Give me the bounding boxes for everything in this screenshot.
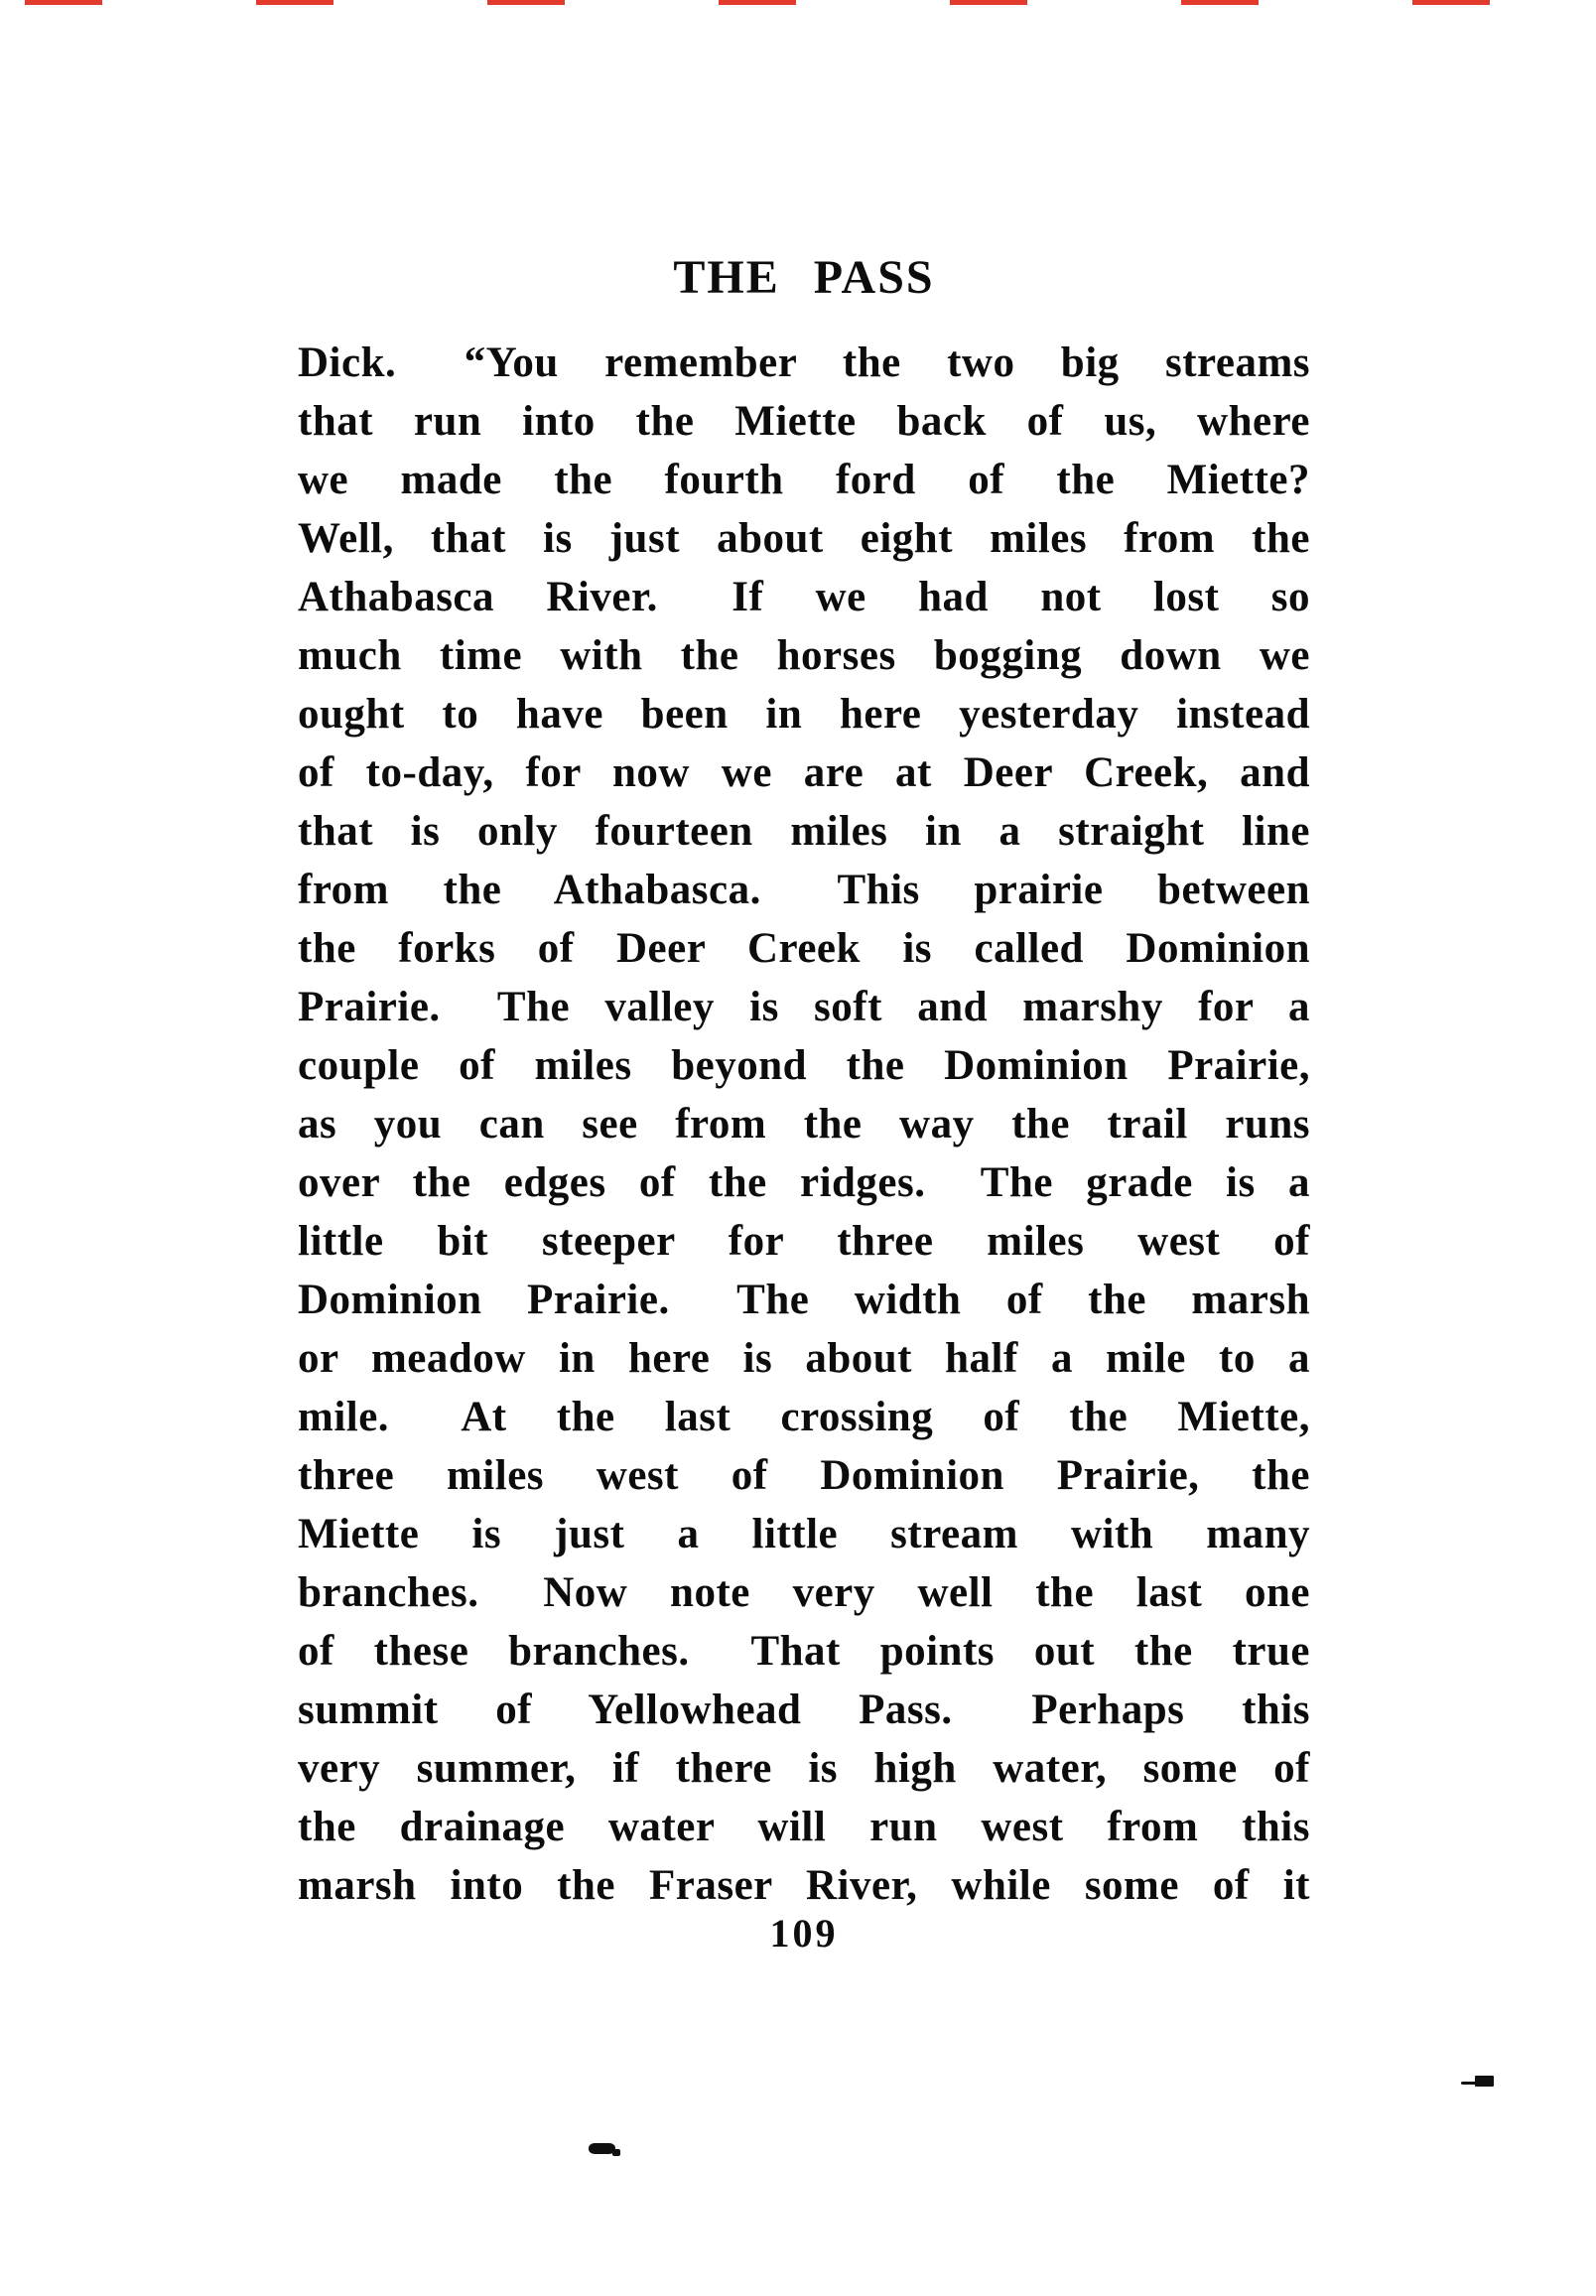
text-line: Athabasca River. If we had not lost so: [298, 574, 1310, 620]
text-line: that run into the Miette back of us, where: [298, 398, 1310, 445]
text-line: the forks of Deer Creek is called Dominion: [298, 925, 1310, 972]
text-line: of to-day, for now we are at Deer Creek, and: [298, 749, 1310, 796]
ink-head: [1475, 2076, 1494, 2087]
ink-blob: [589, 2143, 615, 2154]
text-line: branches. Now note very well the last one: [298, 1569, 1310, 1616]
text-line: over the edges of the ridges. The grade is a: [298, 1159, 1310, 1206]
text-line: Dick. “You remember the two big streams: [298, 339, 1310, 386]
running-head: THE PASS: [673, 251, 935, 304]
text-line: Miette is just a little stream with many: [298, 1511, 1310, 1557]
text-line: very summer, if there is high water, some of: [298, 1745, 1310, 1792]
text-line: summit of Yellowhead Pass. Perhaps this: [298, 1687, 1310, 1733]
text-line: mile. At the last crossing of the Miette,: [298, 1394, 1310, 1440]
text-line: as you can see from the way the trail runs: [298, 1101, 1310, 1148]
text-line: Well, that is just about eight miles from the: [298, 515, 1310, 562]
ink-dot: [612, 2149, 620, 2156]
text-line: or meadow in here is about half a mile to a: [298, 1335, 1310, 1382]
text-line: much time with the horses bogging down we: [298, 632, 1310, 679]
text-line: little bit steeper for three miles west of: [298, 1218, 1310, 1265]
text-line: Dominion Prairie. The width of the marsh: [298, 1277, 1310, 1323]
text-line: Prairie. The valley is soft and marshy for a: [298, 984, 1310, 1030]
ink-smudge-bottom-center: [589, 2143, 624, 2157]
text-line: marsh into the Fraser River, while some of it: [298, 1862, 1310, 1909]
text-line: that is only fourteen miles in a straight line: [298, 808, 1310, 855]
text-line: of these branches. That points out the true: [298, 1628, 1310, 1675]
red-scan-edge-marks: [0, 0, 1596, 5]
text-line: ought to have been in here yesterday instead: [298, 691, 1310, 738]
body-text: [298, 334, 1310, 1915]
page-number: 109: [769, 1911, 839, 1956]
text-line: the drainage water will run west from this: [298, 1804, 1310, 1850]
ink-smudge-bottom-right: [1461, 2076, 1497, 2088]
text-line: couple of miles beyond the Dominion Prairie,: [298, 1042, 1310, 1089]
text-line: we made the fourth ford of the Miette?: [298, 457, 1310, 503]
text-line: from the Athabasca. This prairie between: [298, 867, 1310, 913]
text-line: three miles west of Dominion Prairie, the: [298, 1452, 1310, 1499]
